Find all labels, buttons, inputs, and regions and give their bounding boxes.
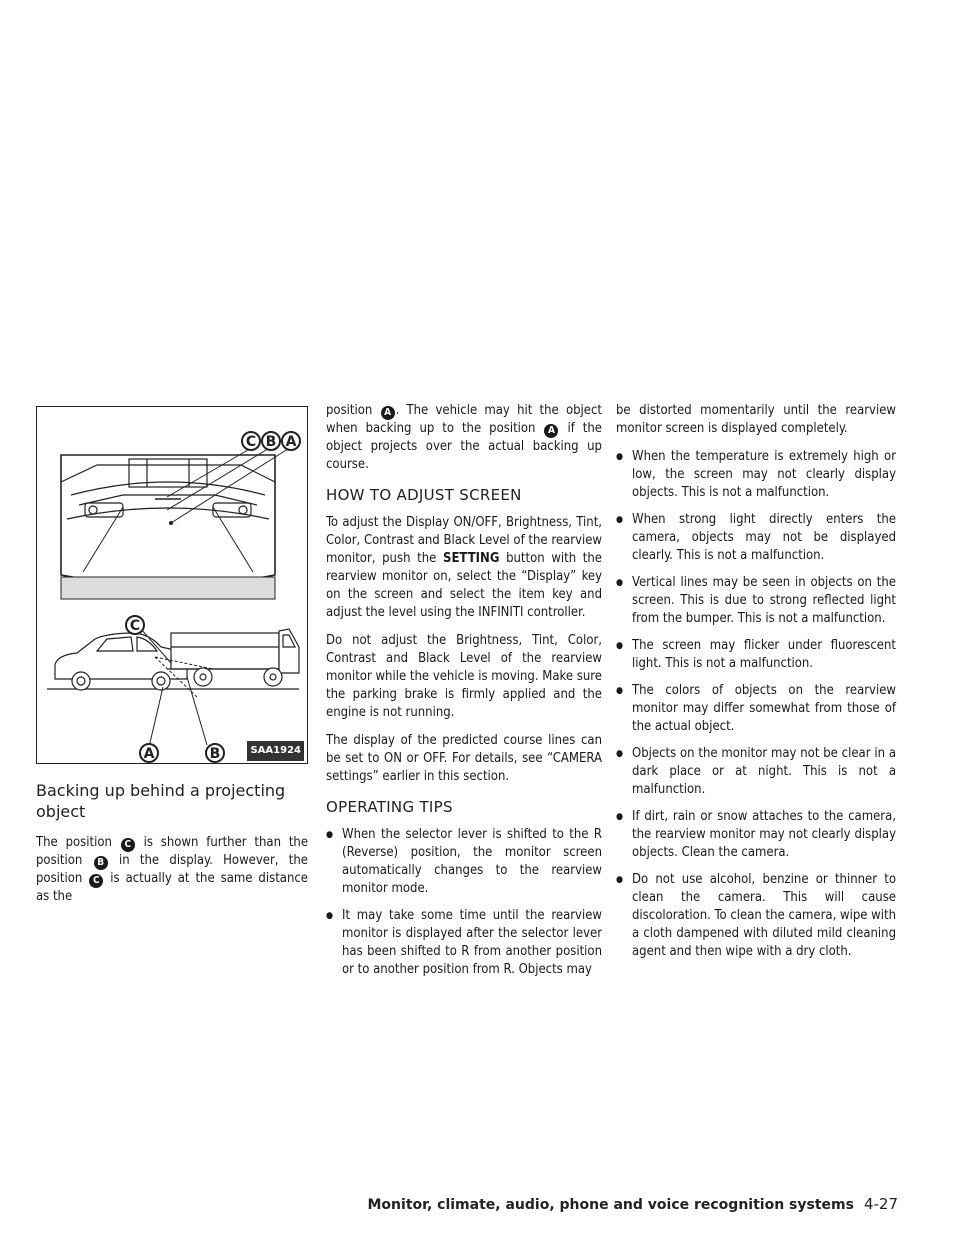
paragraph-backing-up xyxy=(36,834,308,906)
figure-id: SAA1924 xyxy=(247,741,304,761)
list-item: ● Vertical lines may be seen in objects on the screen. This is due to strong reflected light from the bumper. This is not a malfunction. xyxy=(616,574,896,628)
text: To adjust the Display ON/OFF, Brightness, Tint, Color, Contrast and Black Level of the rearview monitor, push the xyxy=(326,515,602,566)
list-item-continued: be distorted momentarily until the rearview monitor screen is displayed completely. xyxy=(616,403,896,436)
column-2 xyxy=(326,402,602,988)
paragraph-adjust-2: Do not adjust the Brightness, Tint, Color, Contrast and Black Level of the rearview monitor while the vehicle is moving. Make sure the parking brake is firmly applied and the engine is not running. xyxy=(326,633,602,720)
label-b-top: B xyxy=(265,434,277,450)
marker-b: B xyxy=(94,856,108,870)
marker-c: C xyxy=(121,838,135,852)
monitor-bezel xyxy=(61,577,275,599)
list-item: ● When the temperature is extremely high or low, the screen may not clearly display objects. This is not a malfunction. xyxy=(616,448,896,502)
list-item: ● When strong light directly enters the camera, objects may not be displayed clearly. This is not a malfunction. xyxy=(616,511,896,565)
list-item: ● Objects on the monitor may not be clear in a dark place or at night. This is not a malfunction. xyxy=(616,745,896,799)
text: position xyxy=(326,403,373,418)
marker-a: A xyxy=(381,406,395,420)
tips-list-2 xyxy=(616,448,896,961)
monitor-screen xyxy=(61,455,275,585)
list-item: ● It may take some time until the rearview monitor is displayed after the selector lever has been shifted to R from another position or to another position from R. Objects may xyxy=(326,907,602,979)
text: The position xyxy=(36,835,112,850)
setting-keyword: SETTING xyxy=(443,551,500,566)
column-1 xyxy=(36,400,308,916)
list-item: ● If dirt, rain or snow attaches to the camera, the rearview monitor may not clearly display objects. Clean the camera. xyxy=(616,808,896,862)
label-a-top: A xyxy=(285,434,297,450)
marker-a: A xyxy=(544,424,558,438)
label-c-bottom: C xyxy=(129,618,141,634)
list-item: ● Do not use alcohol, benzine or thinner to clean the camera. This will cause discoloration. To clean the camera, wipe with a cloth dampened with diluted mild cleaning agent and then wipe with a dry cloth. xyxy=(616,871,896,961)
tips-list-1 xyxy=(326,826,602,979)
column-3 xyxy=(616,402,896,970)
paragraph-adjust-1 xyxy=(326,514,602,622)
page-number: 4-27 xyxy=(863,1195,898,1213)
list-item: ● The colors of objects on the rearview monitor may differ somewhat from those of the actual object. xyxy=(616,682,896,736)
text: is actually at the same distance as the xyxy=(36,871,308,904)
section-heading-backing-up: Backing up behind a projecting object xyxy=(36,781,286,821)
rearview-illustration xyxy=(37,407,307,763)
paragraph-continued xyxy=(326,402,602,474)
paragraph-adjust-3: The display of the predicted course lines can be set to ON or OFF. For details, see “CAMERA settings” earlier in this section. xyxy=(326,733,602,784)
label-a-bottom: A xyxy=(143,746,155,762)
text: button with the rearview monitor on, select the “Display” key on the screen and select the item key and adjust the level using the INFINITI controller. xyxy=(326,551,602,620)
label-c-top: C xyxy=(245,434,257,450)
text: if the object projects over the actual backing up course. xyxy=(326,421,602,472)
section-heading-tips: OPERATING TIPS xyxy=(326,798,453,816)
text: is shown further than the position xyxy=(36,835,309,868)
footer-title: Monitor, climate, audio, phone and voice recognition systems xyxy=(367,1197,854,1213)
section-heading-adjust: HOW TO ADJUST SCREEN xyxy=(326,486,522,504)
label-b-bottom: B xyxy=(209,746,221,762)
car-icon xyxy=(55,633,187,690)
text: . The vehicle may hit the object when backing up to the position xyxy=(326,403,603,436)
rearview-figure xyxy=(36,406,308,764)
marker-c: C xyxy=(89,874,103,888)
list-item: ● When the selector lever is shifted to the R (Reverse) position, the monitor screen automatically changes to the rearview monitor mode. xyxy=(326,826,602,898)
text: in the display. However, the position xyxy=(36,853,308,886)
page-footer xyxy=(368,1195,899,1213)
list-item: ● The screen may flicker under fluorescent light. This is not a malfunction. xyxy=(616,637,896,673)
